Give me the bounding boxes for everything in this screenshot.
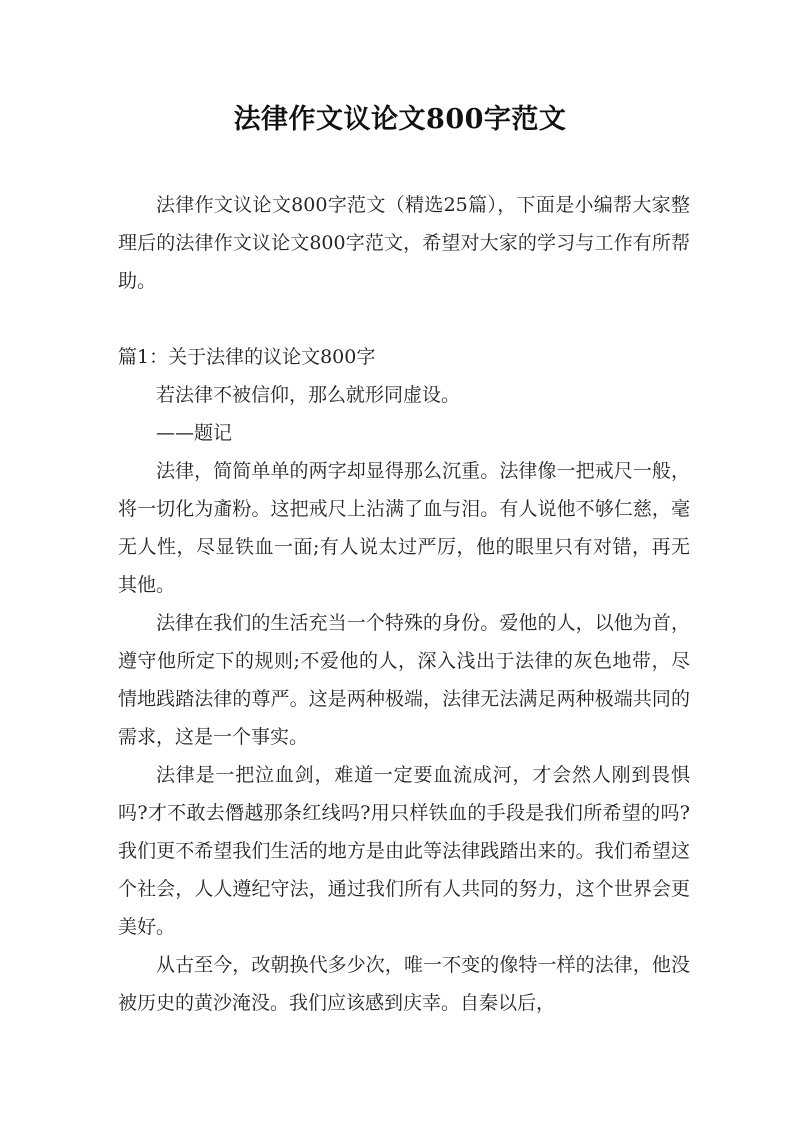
body-paragraph: 法律是一把泣血剑，难道一定要血流成河，才会然人刚到畏惧吗?才不敢去僭越那条红线吗?用只样铁血的手段是我们所希望的吗?我们更不希望我们生活的地方是由此等法律践踏出来的。我们希望这个社会，人人遵纪守法，通过我们所有人共同的努力，这个世界会更美好。 xyxy=(118,764,690,938)
body-paragraph: 法律在我们的生活充当一个特殊的身份。爱他的人，以他为首，遵守他所定下的规则;不爱他的人，深入浅出于法律的灰色地带，尽情地践踏法律的尊严。这是两种极端，法律无法满足两种极端共同的需求，这是一个事实。 xyxy=(118,612,690,748)
section-heading: 篇1：关于法律的议论文800字 xyxy=(118,346,376,368)
epigraph: 若法律不被信仰，那么就形同虚设。 xyxy=(156,384,461,406)
essay-section xyxy=(118,338,690,1022)
document-title: 法律作文议论文800字范文 xyxy=(233,104,567,135)
body-paragraph: 从古至今，改朝换代多少次，唯一不变的像特一样的法律，他没被历史的黄沙淹没。我们应该感到庆幸。自秦以后， xyxy=(118,954,690,1014)
body-paragraph: 法律，简简单单的两字却显得那么沉重。法律像一把戒尺一般，将一切化为齑粉。这把戒尺上沾满了血与泪。有人说他不够仁慈，毫无人性，尽显铁血一面;有人说太过严厉，他的眼里只有对错，再无其他。 xyxy=(118,460,690,596)
intro-block xyxy=(118,186,690,300)
intro-paragraph: 法律作文议论文800字范文（精选25篇），下面是小编帮大家整理后的法律作文议论文800字范文，希望对大家的学习与工作有所帮助。 xyxy=(118,194,690,292)
epigraph-source: ——题记 xyxy=(156,422,233,444)
